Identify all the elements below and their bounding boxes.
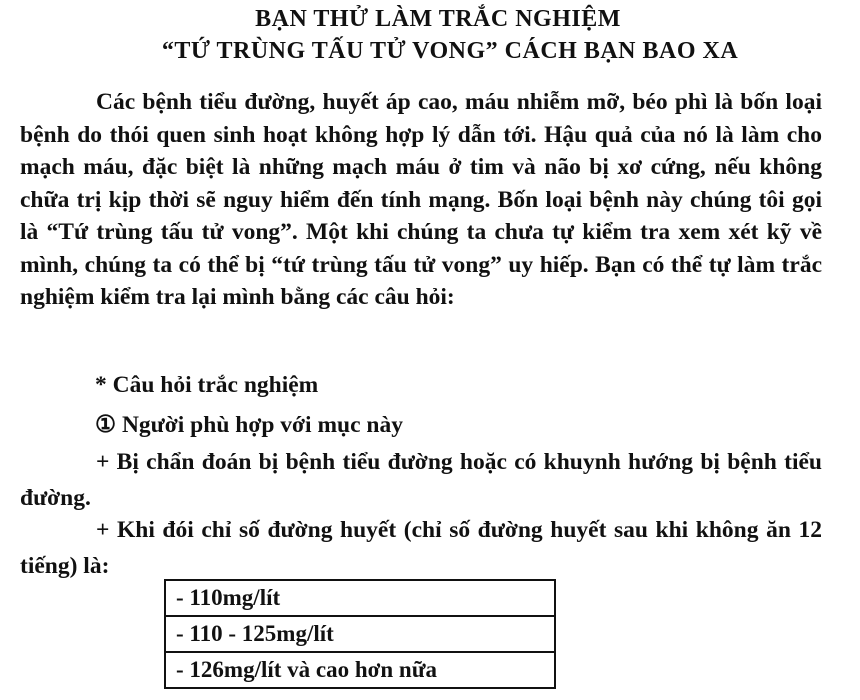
- criterion-fasting-glucose: + Khi đói chỉ số đường huyết (chỉ số đường huyết sau khi không ăn 12 tiếng) là:: [20, 517, 822, 579]
- option-cell: - 126mg/lít và cao hơn nữa: [165, 652, 555, 688]
- option-cell: - 110mg/lít: [165, 580, 555, 616]
- document-title-line-2: “TỨ TRÙNG TẤU TỬ VONG” CÁCH BẠN BAO XA: [161, 38, 739, 64]
- option-cell: - 110 - 125mg/lít: [165, 616, 555, 652]
- table-row: [165, 652, 555, 688]
- criterion-diagnosis: + Bị chẩn đoán bị bệnh tiểu đường hoặc có khuynh hướng bị bệnh tiểu đường.: [20, 449, 822, 511]
- question-heading: * Câu hỏi trắc nghiệm: [95, 372, 319, 398]
- table-row: [165, 616, 555, 652]
- question-subheading: ① Người phù hợp với mục này: [95, 412, 403, 438]
- glucose-options-table: [164, 579, 556, 689]
- document-title-line-1: BẠN THỬ LÀM TRẮC NGHIỆM: [255, 6, 621, 32]
- table-row: [165, 580, 555, 616]
- intro-paragraph: Các bệnh tiểu đường, huyết áp cao, máu nhiễm mỡ, béo phì là bốn loại bệnh do thói quen sinh hoạt không hợp lý dẫn tới. Hậu quả của nó là làm cho mạch máu, đặc biệt là những mạch máu ở tim và não bị xơ cứng, nếu không chữa trị kịp thời sẽ nguy hiểm đến tính mạng. Bốn loại bệnh này chúng tôi gọi là “Tứ trùng tấu tử vong”. Một khi chúng ta chưa tự kiểm tra xem xét kỹ về mình, chúng ta có thể bị “tứ trùng tấu tử vong” uy hiếp. Bạn có thể tự làm trắc nghiệm kiểm tra lại mình bằng các câu hỏi:: [20, 89, 822, 310]
